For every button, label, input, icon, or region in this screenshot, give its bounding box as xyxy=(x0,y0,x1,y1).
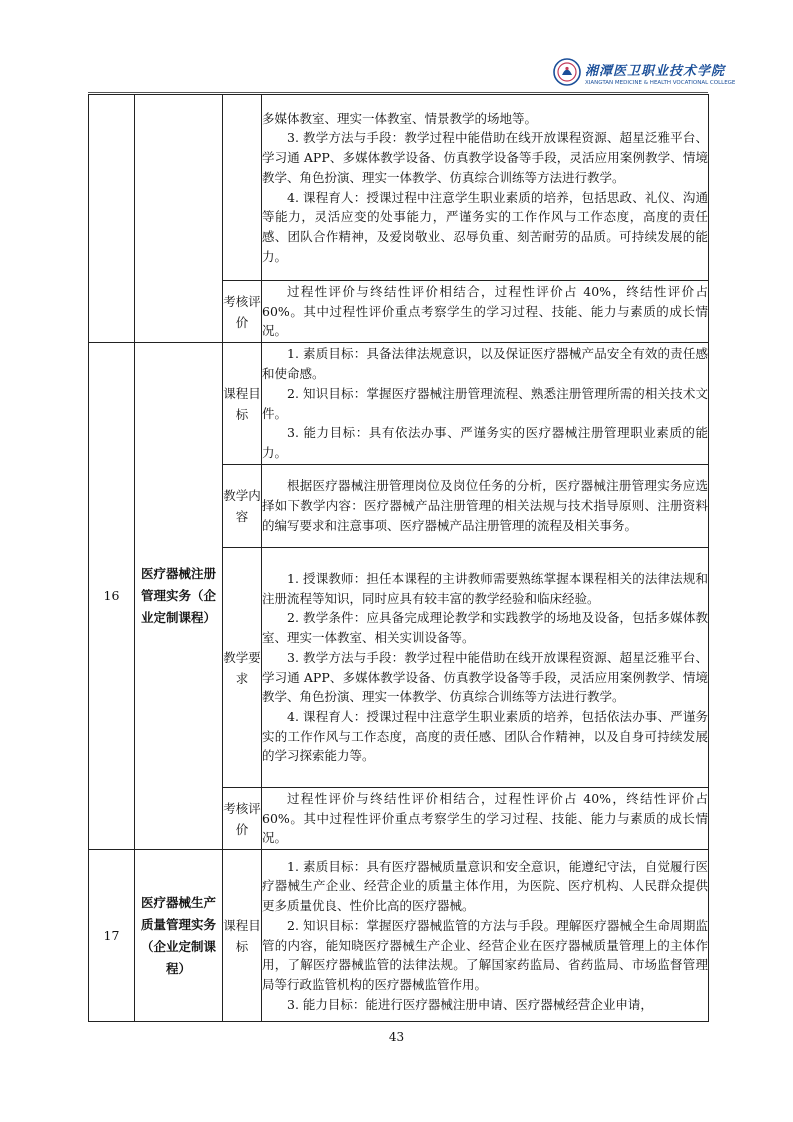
course-number: 17 xyxy=(89,850,135,1022)
assessment-label: 考核评价 xyxy=(223,788,262,850)
paragraph: 根据医疗器械注册管理岗位及岗位任务的分析，医疗器械注册管理实务应选择如下教学内容：医疗器械产品注册管理的相关法规与技术指导原则、注册资料的编写要求和注意事项、医疗器械产品注册管理的流程及相关事务。 xyxy=(262,478,708,533)
paragraph: 过程性评价与终结性评价相结合，过程性评价占 40%，终结性评价占 60%。其中过程性评价重点考察学生的学习过程、技能、能力与素质的成长情况。 xyxy=(262,283,708,339)
paragraph: 3. 能力目标：能进行医疗器械注册申请、医疗器械经营企业申请， xyxy=(287,996,653,1012)
objectives-label: 课程目标 xyxy=(223,850,262,1022)
course-table xyxy=(88,94,709,1022)
course-name: 医疗器械注册管理实务（企业定制课程） xyxy=(135,343,223,850)
paragraph: 2. 知识目标：掌握医疗器械监管的方法与手段。理解医疗器械全生命周期监管的内容，能知晓医疗器械生产企业、经营企业在医疗器械质量管理上的主体作用，了解医疗器械监管的法律法规。了解国家药监局、省药监局、市场监督管理局等行政监管机构的医疗器械监管作用。 xyxy=(262,917,708,992)
objectives-text xyxy=(262,850,709,1022)
objectives-text xyxy=(262,343,709,465)
paragraph: 1. 素质目标：具备法律法规意识，以及保证医疗器械产品安全有效的责任感和使命感。 xyxy=(262,346,708,382)
course-number: 16 xyxy=(89,343,135,850)
course-name-cell xyxy=(135,95,223,343)
paragraph: 3. 能力目标：具有依法办事、严谨务实的医疗器械注册管理职业素质的能力。 xyxy=(262,425,708,460)
course-number-cell xyxy=(89,95,135,343)
requirements-text xyxy=(262,548,709,788)
paragraph: 2. 知识目标：掌握医疗器械注册管理流程、熟悉注册管理所需的相关技术文件。 xyxy=(262,385,708,421)
college-name-en: XIANGTAN MEDICINE & HEALTH VOCATIONAL COLLEGE xyxy=(585,80,736,86)
table-row xyxy=(89,850,709,1022)
paragraph: 3. 教学方法与手段：教学过程中能借助在线开放课程资源、超星泛雅平台、学习通 APP、多媒体教学设备、仿真教学设备等手段，灵活应用案例教学、情境教学、角色扮演、理实一体教学、仿真综合训练等方法进行教学。 xyxy=(262,130,708,185)
assessment-label: 考核评价 xyxy=(223,281,262,343)
paragraph: 4. 课程育人：授课过程中注意学生职业素质的培养，包括依法办事、严谨务实的工作作风与工作态度，高度的责任感、团队合作精神，以及自身可持续发展的学习探索能力等。 xyxy=(262,708,708,764)
page-number: 43 xyxy=(388,1030,405,1044)
requirements-label: 教学要求 xyxy=(223,548,262,788)
assessment-text xyxy=(262,788,709,850)
content-text xyxy=(262,465,709,548)
paragraph: 过程性评价与终结性评价相结合，过程性评价占 40%，终结性评价占 60%。其中过程性评价重点考察学生的学习过程、技能、能力与素质的成长情况。 xyxy=(262,790,708,846)
table-row xyxy=(89,343,709,465)
objectives-label: 课程目标 xyxy=(223,343,262,465)
paragraph: 1. 授课教师：担任本课程的主讲教师需要熟练掌握本课程相关的法律法规和注册流程等知识，同时应具有较丰富的教学经验和临床经验。 xyxy=(262,570,708,606)
paragraph: 2. 教学条件：应具备完成理论教学和实践教学的场地及设备，包括多媒体教室、理实一体教室、相关实训设备等。 xyxy=(262,610,708,646)
table-row xyxy=(89,95,709,281)
teaching-requirements-cont xyxy=(262,95,709,281)
paragraph: 3. 教学方法与手段：教学过程中能借助在线开放课程资源、超星泛雅平台、学习通 APP、多媒体教学设备、仿真教学设备等手段，灵活应用案例教学、情境教学、角色扮演、理实一体教学、仿真综合训练等方法进行教学。 xyxy=(262,649,708,705)
content-label: 教学内容 xyxy=(223,465,262,548)
college-logo-icon xyxy=(553,58,581,86)
paragraph: 多媒体教室、理实一体教室、情景教学的场地等。 xyxy=(262,110,538,126)
course-name: 医疗器械生产质量管理实务（企业定制课程） xyxy=(135,850,223,1022)
paragraph: 4. 课程育人：授课过程中注意学生职业素质的培养，包括思政、礼仪、沟通等能力，灵活应变的处事能力，严谨务实的工作作风与工作态度，高度的责任感、团队合作精神，及爱岗敬业、忍辱负重、刻苦耐劳的品质。可持续发展的能力。 xyxy=(262,189,708,264)
header-rule xyxy=(88,92,708,93)
category-cell xyxy=(223,95,262,281)
college-header xyxy=(585,60,745,86)
college-name-cn: 湘潭医卫职业技术学院 xyxy=(585,64,726,79)
assessment-text xyxy=(262,281,709,343)
paragraph: 1. 素质目标：具有医疗器械质量意识和安全意识，能遵纪守法，自觉履行医疗器械生产企业、经营企业的质量主体作用，为医院、医疗机构、人民群众提供更多质量优良、性价比高的医疗器械。 xyxy=(262,858,708,914)
